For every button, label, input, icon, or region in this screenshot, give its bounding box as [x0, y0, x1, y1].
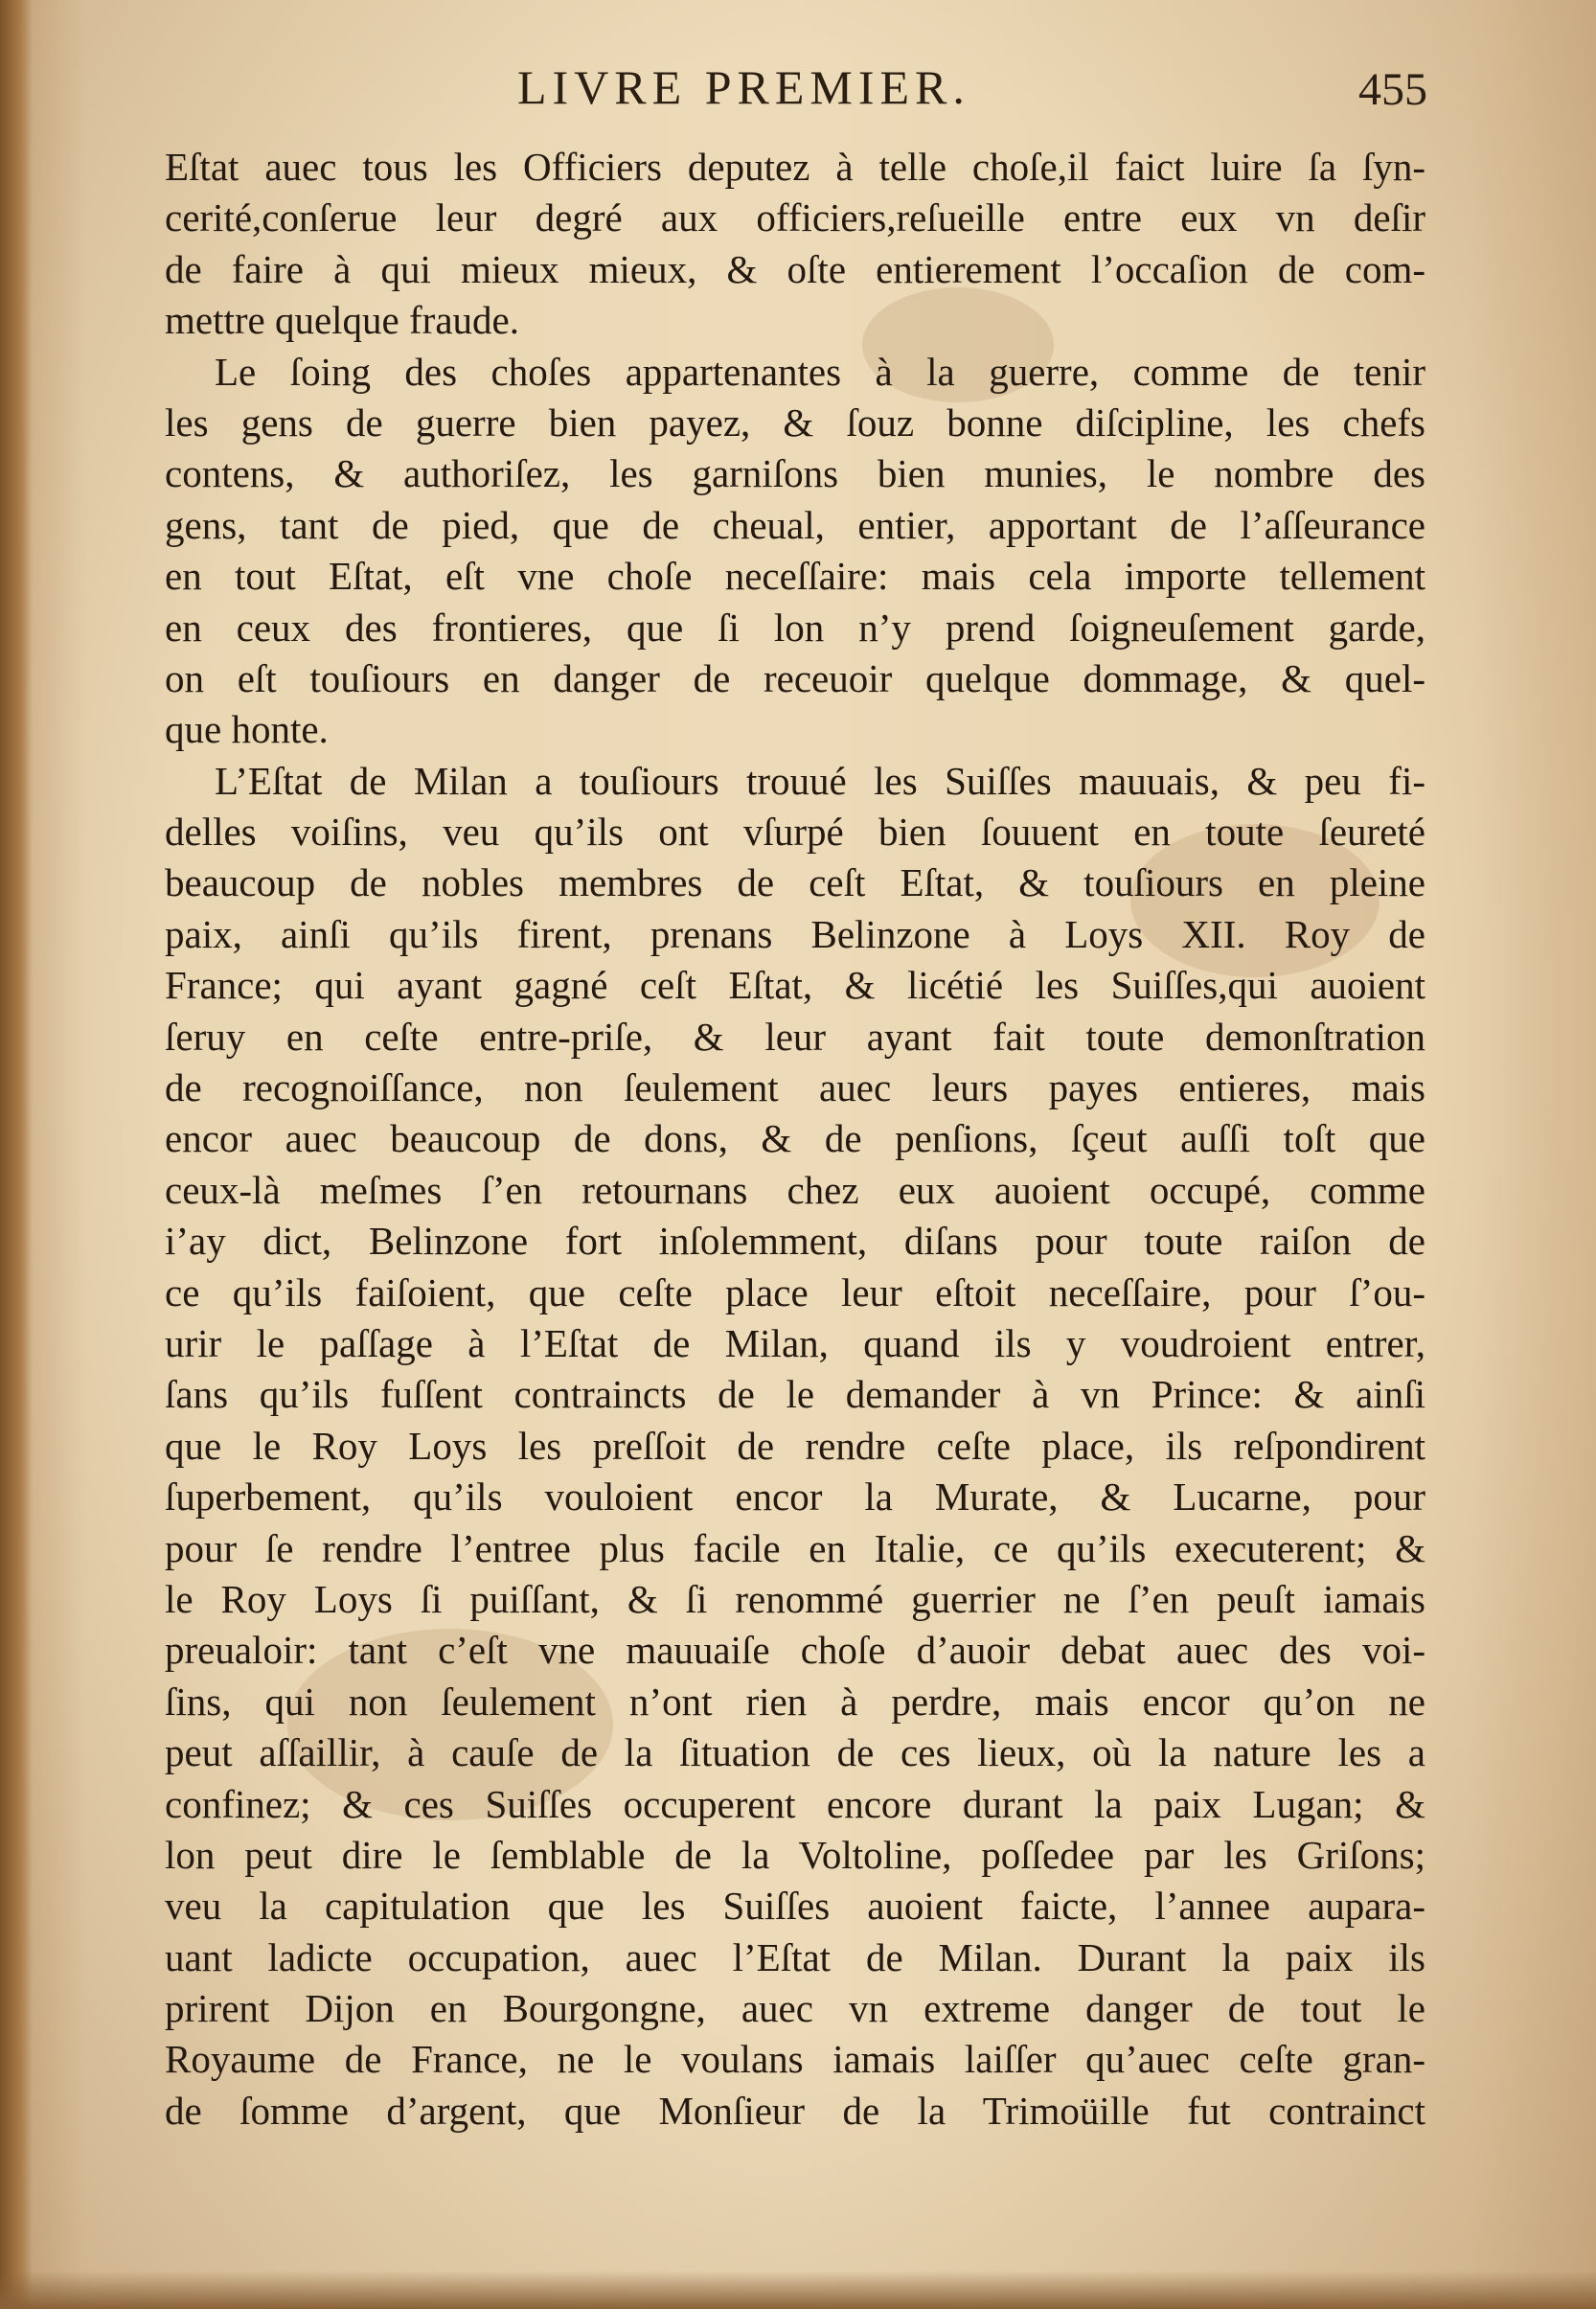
text-line: de recognoiſſance, non ſeulement auec leurs payes entieres, mais	[165, 1065, 1425, 1110]
text-line: que le Roy Loys les preſſoit de rendre ceſte place, ils reſpondirent	[165, 1423, 1425, 1468]
text-line: lon peut dire le ſemblable de la Voltoline, poſſedee par les Griſons;	[165, 1832, 1425, 1877]
text-line: ce qu’ils faiſoient, que ceſte place leur eſtoit neceſſaire, pour ſ’ou-	[165, 1269, 1425, 1315]
text-line: cerité,conſerue leur degré aux officiers,reſueille entre eux vn deſir	[165, 195, 1425, 240]
text-line: en tout Eſtat, eſt vne choſe neceſſaire: mais cela importe tellement	[165, 554, 1425, 599]
text-line: beaucoup de nobles membres de ceſt Eſtat, & touſiours en pleine	[165, 860, 1425, 905]
page-number: 455	[1358, 64, 1427, 115]
text-line: France; qui ayant gagné ceſt Eſtat, & licétié les Suiſſes,qui auoient	[165, 963, 1425, 1008]
text-line: ſans qu’ils fuſſent contraincts de le demander à vn Prince: & ainſi	[165, 1372, 1425, 1417]
text-line: ſeruy en ceſte entre-priſe, & leur ayant fait toute demonſtration	[165, 1014, 1425, 1059]
text-line: Royaume de France, ne le voulans iamais laiſſer qu’auec ceſte gran-	[165, 2037, 1425, 2082]
text-line: urir le paſſage à l’Eſtat de Milan, quand ils y voudroient entrer,	[165, 1320, 1425, 1365]
text-line: paix, ainſi qu’ils firent, prenans Belinzone à Loys XII. Roy de	[165, 911, 1425, 956]
text-line: prirent Dijon en Bourgongne, auec vn extreme danger de tout le	[165, 1986, 1425, 2031]
text-line: ſuperbement, qu’ils vouloient encor la Murate, & Lucarne, pour	[165, 1475, 1425, 1520]
text-line: veu la capitulation que les Suiſſes auoient faicte, l’annee aupara-	[165, 1884, 1425, 1929]
page-bottom-edge	[0, 2271, 1596, 2309]
text-line: i’ay dict, Belinzone fort inſolemment, diſans pour toute raiſon de	[165, 1219, 1425, 1264]
text-line: on eſt touſiours en danger de receuoir quelque dommage, & quel-	[165, 655, 1425, 700]
page-gutter-edge	[0, 0, 33, 2309]
text-line: gens, tant de pied, que de cheual, entier, apportant de l’aſſeurance	[165, 502, 1425, 547]
text-line: encor auec beaucoup de dons, & de penſions, ſçeut auſſi toſt que	[165, 1116, 1425, 1161]
text-line: Le ſoing des choſes appartenantes à la guerre, comme de tenir	[215, 349, 1425, 394]
text-line: que honte.	[165, 707, 329, 752]
text-line: les gens de guerre bien payez, & ſouz bonne diſcipline, les chefs	[165, 400, 1425, 445]
text-line: mettre quelque fraude.	[165, 298, 519, 343]
text-line: Eſtat auec tous les Officiers deputez à telle choſe,il faict luire ſa ſyn-	[165, 145, 1425, 189]
text-line: peut aſſaillir, à cauſe de la ſituation de ces lieux, où la nature les a	[165, 1730, 1425, 1775]
text-line: de ſomme d’argent, que Monſieur de la Trimoüille fut contrainct	[165, 2088, 1425, 2133]
text-line: en ceux des frontieres, que ſi lon n’y prend ſoigneuſement garde,	[165, 605, 1425, 650]
text-line: delles voiſins, veu qu’ils ont vſurpé bien ſouuent en toute ſeureté	[165, 810, 1425, 855]
text-line: confinez; & ces Suiſſes occuperent encore durant la paix Lugan; &	[165, 1781, 1425, 1826]
text-line: contens, & authoriſez, les garniſons bien munies, le nombre des	[165, 451, 1425, 496]
text-line: le Roy Loys ſi puiſſant, & ſi renommé guerrier ne ſ’en peuſt iamais	[165, 1576, 1425, 1621]
text-line: de faire à qui mieux mieux, & oſte entierement l’occaſion de com-	[165, 246, 1425, 291]
text-line: L’Eſtat de Milan a touſiours trouué les Suiſſes mauuais, & peu fi-	[215, 758, 1425, 803]
text-line: pour ſe rendre l’entree plus facile en Italie, ce qu’ils executerent; &	[165, 1525, 1425, 1570]
text-line: preualoir: tant c’eſt vne mauuaiſe choſe d’auoir debat auec des voi-	[165, 1628, 1425, 1673]
text-line: ceux-là meſmes ſ’en retournans chez eux auoient occupé, comme	[165, 1167, 1425, 1212]
text-line: uant ladicte occupation, auec l’Eſtat de Milan. Durant la paix ils	[165, 1934, 1425, 1979]
text-line: ſins, qui non ſeulement n’ont rien à perdre, mais encor qu’on ne	[165, 1679, 1425, 1724]
body-text	[165, 142, 1425, 2188]
running-title: LIVRE PREMIER.	[517, 60, 970, 114]
text-line	[165, 2137, 1425, 2187]
page-header	[0, 59, 1596, 126]
